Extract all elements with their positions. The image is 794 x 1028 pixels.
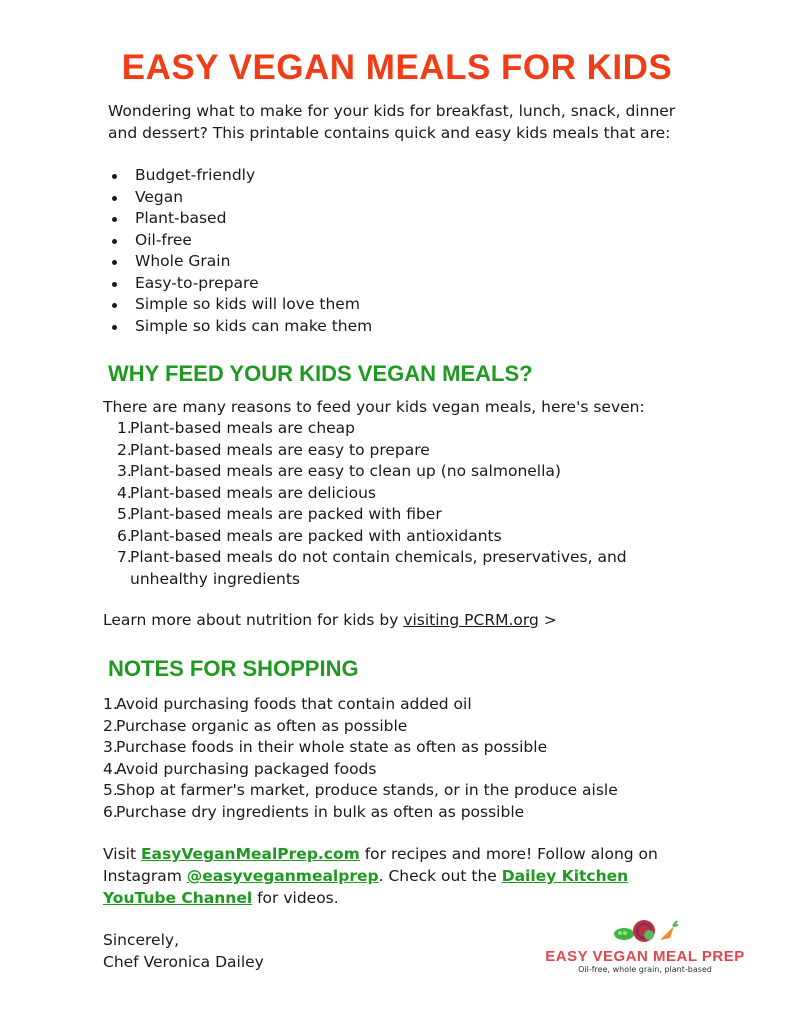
list-item: 4. Avoid purchasing packaged foods [103,759,377,778]
list-item: Easy-to-prepare [108,273,372,295]
why-lead: There are many reasons to feed your kids vegan meals, here's seven: [103,398,645,416]
list-item: 3. Purchase foods in their whole state as often as possible [103,738,548,756]
logo-name: EASY VEGAN MEAL PREP [545,948,745,965]
signoff-name: Chef Veronica Dailey [103,952,264,971]
list-item: 1. Avoid purchasing foods that contain added oil [103,695,472,713]
list-item: 4. Plant-based meals are delicious [117,483,376,502]
brand-logo [540,918,750,974]
list-item: Simple so kids can make them [108,316,372,338]
page-title: EASY VEGAN MEALS FOR KIDS [121,48,673,87]
signoff-line: Sincerely, [103,931,180,949]
list-item: 5. Shop at farmer's market, produce stands, or in the produce aisle [103,781,618,799]
learn-more: Learn more about nutrition for kids by visiting PCRM.org > [103,611,557,629]
vegetables-icon [610,918,680,944]
visit-paragraph: Visit EasyVeganMealPrep.com for recipes and more! Follow along on Instagram @easyveganmealprep. Check out the Dailey Kitchen YouTube Channel for videos. [103,845,658,907]
features-list [108,165,372,337]
reasons-list [117,418,637,590]
list-item: 6. Plant-based meals are packed with antioxidants [117,526,502,545]
list-item: Simple so kids will love them [108,294,372,316]
instagram-link[interactable]: @easyveganmealprep [186,867,379,885]
list-item: 2. Plant-based meals are easy to prepare [117,440,430,459]
list-item: 5. Plant-based meals are packed with fiber [117,505,442,523]
pcrm-link[interactable]: visiting PCRM.org [403,611,539,629]
list-item: 3. Plant-based meals are easy to clean up (no salmonella) [117,462,561,480]
list-item: Whole Grain [108,251,372,273]
logo-tagline: Oil-free, whole grain, plant-based [578,965,712,974]
list-item: Budget-friendly [108,165,372,187]
signoff [103,930,264,973]
list-item: 7. Plant-based meals do not contain chemicals, preservatives, and unhealthy ingredients [117,548,627,588]
list-item: 2. Purchase organic as often as possible [103,716,408,735]
youtube-link[interactable]: Dailey Kitchen YouTube Channel [103,867,629,907]
list-item: 1. Plant-based meals are cheap [117,419,356,437]
intro-paragraph: Wondering what to make for your kids for breakfast, lunch, snack, dinner and dessert? This printable contains quick and easy kids meals that are: [108,102,676,142]
website-link[interactable]: EasyVeganMealPrep.com [140,845,360,863]
shopping-list [103,694,703,823]
list-item: Vegan [108,187,372,209]
list-item: Oil-free [108,230,372,252]
list-item: Plant-based [108,208,372,230]
why-heading: WHY FEED YOUR KIDS VEGAN MEALS? [108,361,533,386]
shopping-heading: NOTES FOR SHOPPING [108,656,359,681]
list-item: 6. Purchase dry ingredients in bulk as often as possible [103,802,525,821]
